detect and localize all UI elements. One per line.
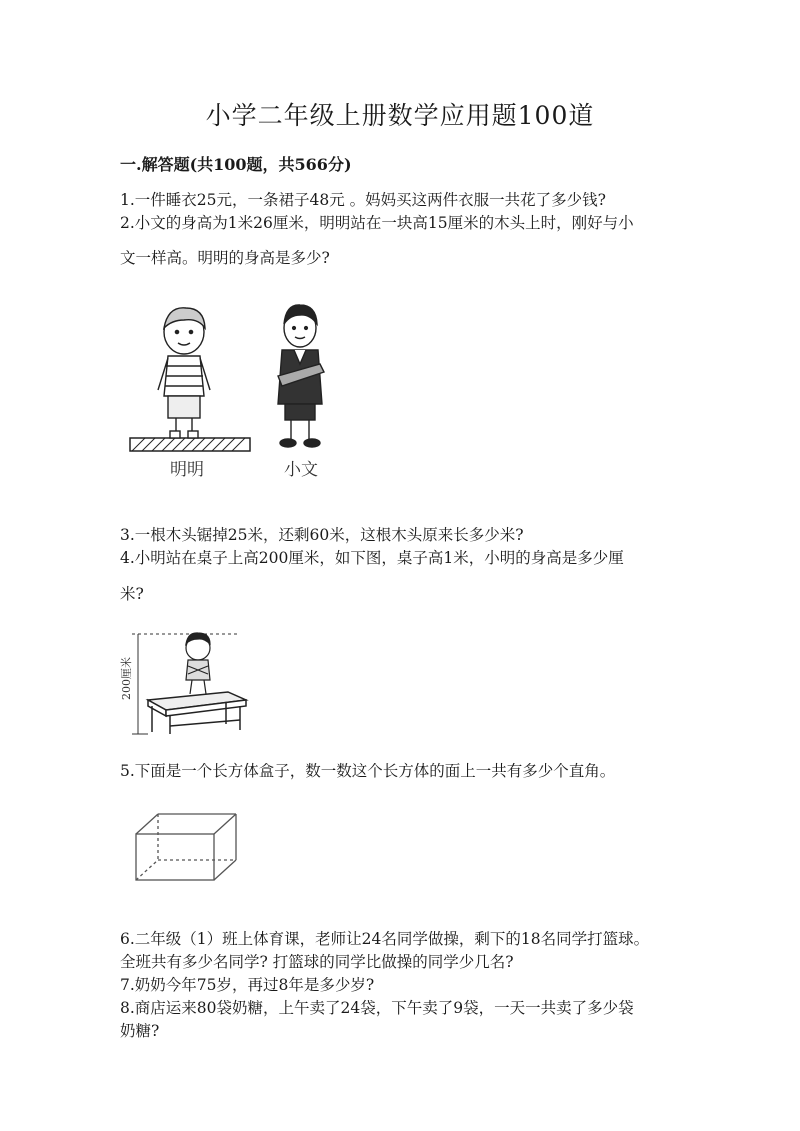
question-1-line-1: 1.一件睡衣25元，一条裙子48元 。妈妈买这两件衣服一共花了多少钱? xyxy=(120,191,606,209)
page-title: 小学二年级上册数学应用题100道 xyxy=(205,101,595,130)
cuboid-icon xyxy=(132,810,244,886)
figure-boy-on-table xyxy=(118,630,258,738)
question-6-line-1: 6.二年级（1）班上体育课，老师让24名同学做操，剩下的18名同学打篮球。 xyxy=(120,930,650,948)
question-4-line-2: 米? xyxy=(120,585,144,603)
table-icon xyxy=(148,692,246,734)
question-3-line-1: 3.一根木头锯掉25米，还剩60米，这根木头原来长多少米? xyxy=(120,526,524,544)
boy-icon xyxy=(186,633,210,694)
question-6-line-2: 全班共有多少名同学? 打篮球的同学比做操的同学少几名? xyxy=(120,953,514,971)
boy-xiaowen-icon xyxy=(278,305,324,447)
question-8-line-2: 奶糖? xyxy=(120,1022,160,1040)
boy-mingming-icon xyxy=(158,308,210,438)
measure-line-icon xyxy=(132,634,238,734)
figure-two-boys xyxy=(128,300,358,485)
question-8-line-1: 8.商店运来80袋奶糖，上午卖了24袋，下午卖了9袋，一天一共卖了多少袋 xyxy=(120,999,634,1017)
question-2-line-2: 文一样高。明明的身高是多少? xyxy=(120,249,330,267)
section-heading: 一.解答题(共100题，共566分) xyxy=(120,155,352,174)
figure-label-mingming: 明明 xyxy=(170,460,204,480)
height-label: 200厘米 xyxy=(120,657,133,700)
question-2-line-1: 2.小文的身高为1米26厘米，明明站在一块高15厘米的木头上时，刚好与小 xyxy=(120,214,634,232)
figure-label-xiaowen: 小文 xyxy=(284,460,318,480)
question-7-line-1: 7.奶奶今年75岁，再过8年是多少岁? xyxy=(120,976,375,994)
wood-plank-icon xyxy=(130,438,250,451)
question-5-line-1: 5.下面是一个长方体盒子，数一数这个长方体的面上一共有多少个直角。 xyxy=(120,762,616,780)
question-4-line-1: 4.小明站在桌子上高200厘米，如下图，桌子高1米，小明的身高是多少厘 xyxy=(120,549,624,567)
